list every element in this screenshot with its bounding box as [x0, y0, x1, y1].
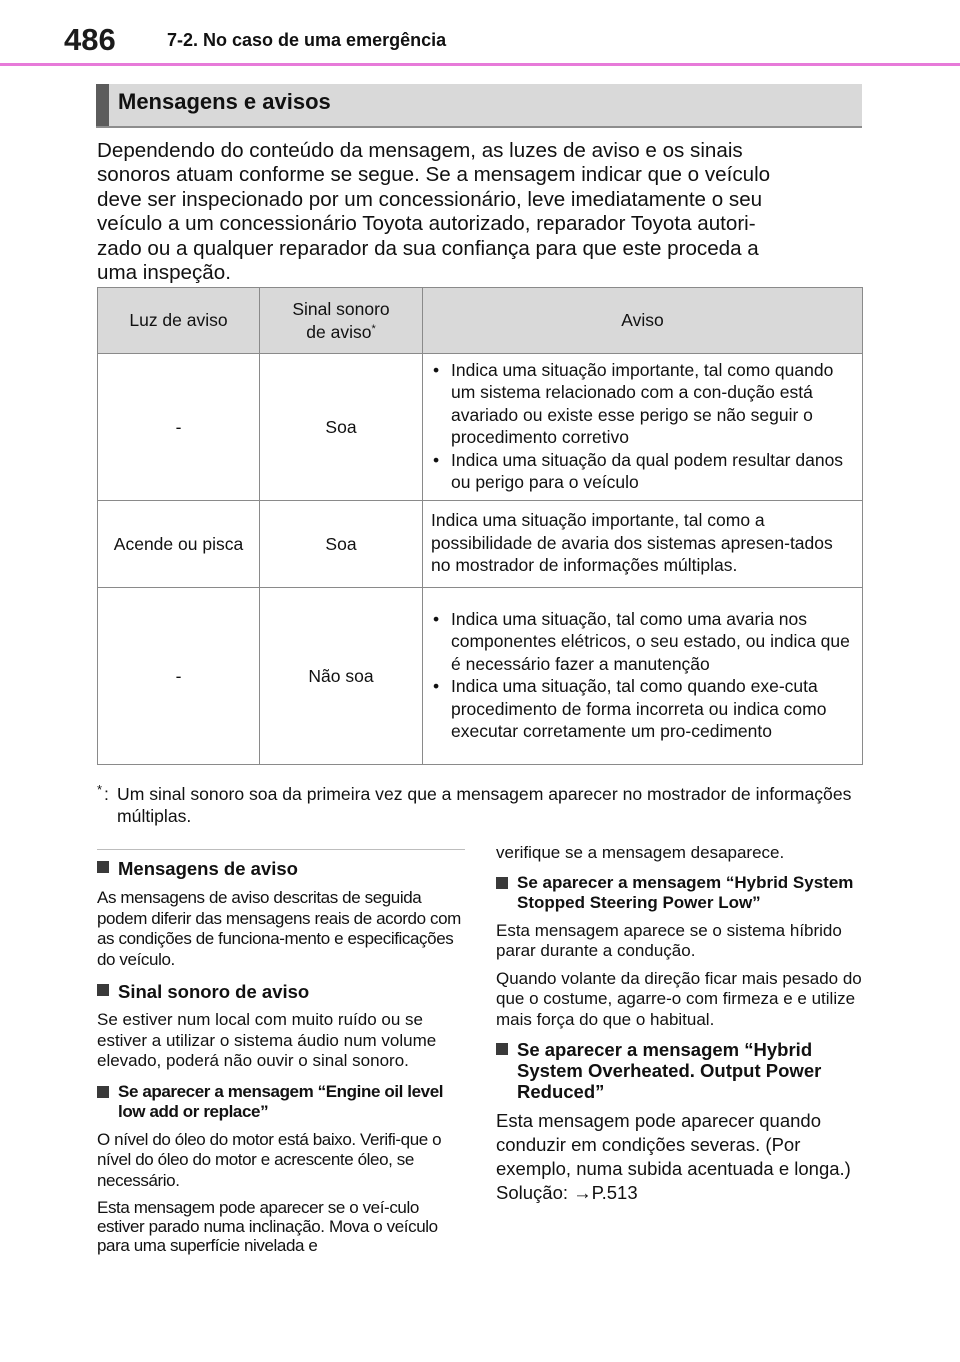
intro-line: sonoros atuam conforme se segue. Se a mensagem indicar que o veículo: [97, 163, 771, 187]
subheading-engine-oil: [97, 1082, 469, 1123]
cell-notice: Indica uma situação importante, tal como a possibilidade de avaria dos sistemas apresen-tados no mostrador de informações múltiplas.: [423, 501, 863, 588]
arrow-icon: →: [573, 1182, 592, 1203]
header-sound-line2: de aviso: [306, 321, 372, 342]
intro-line: veículo a um concessionário Toyota autorizado, reparador Toyota autori-: [97, 212, 756, 236]
chapter-title: 7-2. No caso de uma emergência: [167, 30, 447, 50]
subheading-text: Se aparecer a mensagem “Hybrid System Stopped Steering Power Low”: [517, 872, 854, 912]
paragraph: Esta mensagem pode aparecer quando conduzir em condições severas. (Por exemplo, numa subida acentuada e longa.): [496, 1110, 851, 1179]
header-sound-line1: Sinal sonoro: [292, 299, 390, 319]
cell-warning-light: -: [98, 588, 260, 765]
cell-notice: [423, 588, 863, 765]
paragraph: As mensagens de aviso descritas de seguida podem diferir das mensagens reais de acordo com as condições de funciona-mento e especificações do veículo.: [97, 888, 461, 969]
solution-reference: [496, 1181, 866, 1205]
subheading-text: Mensagens de aviso: [118, 858, 298, 879]
subheading-hybrid-overheated: [496, 1039, 866, 1102]
intro-line: deve ser inspecionado por um concessionário, leve imediatamente o seu: [97, 187, 763, 211]
asterisk-mark: *: [371, 322, 376, 335]
list-item: • Indica uma situação da qual podem resultar danos ou perigo para o veículo: [431, 449, 856, 494]
list-item: • Indica uma situação, tal como quando exe-cuta procedimento de forma incorreta ou indica como executar corretamente um pro-cedimento: [431, 675, 856, 743]
footnote-colon: :: [104, 784, 109, 804]
warning-table: [97, 287, 863, 765]
intro-line: Dependendo do conteúdo da mensagem, as luzes de aviso e os sinais: [97, 139, 743, 162]
section-heading-text: Mensagens e avisos: [118, 89, 331, 114]
page-header: [0, 0, 960, 66]
intro-line: zado ou a qualquer reparador da sua confiança para que este proceda a: [97, 236, 759, 260]
subheading-hybrid-stopped: [496, 873, 866, 914]
square-bullet-icon: [496, 877, 508, 889]
right-column: [496, 843, 866, 1205]
table-row: [98, 354, 863, 501]
cell-warning-light: -: [98, 354, 260, 501]
subheading-text: Sinal sonoro de aviso: [118, 981, 310, 1002]
header-warning-light: Luz de aviso: [98, 288, 260, 354]
cell-warning-sound: Soa: [260, 501, 423, 588]
square-bullet-icon: [496, 1043, 508, 1055]
header-divider: [0, 63, 960, 66]
subheading-text: Se aparecer a mensagem “Engine oil level low add or replace”: [118, 1081, 444, 1121]
page-number: 486: [64, 22, 116, 57]
square-bullet-icon: [97, 984, 109, 996]
intro-line: uma inspeção.: [97, 261, 231, 285]
subheading-warning-sound: [97, 980, 469, 1003]
paragraph: O nível do óleo do motor está baixo. Verifi-que o nível do óleo do motor e acrescente óleo, se necessário.: [97, 1129, 442, 1190]
solution-label: Solução:: [496, 1182, 574, 1203]
subheading-text: Se aparecer a mensagem “Hybrid System Overheated. Output Power Reduced”: [517, 1039, 822, 1102]
paragraph: Esta mensagem aparece se o sistema híbrido parar durante a condução.: [496, 920, 842, 960]
header-warning-sound: [260, 288, 423, 354]
cell-notice: [423, 354, 863, 501]
footnote-mark: *: [97, 782, 103, 797]
cell-warning-sound: Soa: [260, 354, 423, 501]
section-heading: [96, 84, 862, 128]
paragraph: verifique se a mensagem desaparece.: [496, 843, 785, 862]
table-header-row: [98, 288, 863, 354]
paragraph: Quando volante da direção ficar mais pesado do que o costume, agarre-o com firmeza e e utilize mais força do que o habitual.: [496, 968, 862, 1029]
square-bullet-icon: [97, 861, 109, 873]
cell-warning-light: Acende ou pisca: [98, 501, 260, 588]
section-heading-bar: [96, 84, 109, 126]
square-bullet-icon: [97, 1086, 109, 1098]
list-item: • Indica uma situação, tal como uma avaria nos componentes elétricos, o seu estado, ou indica que é necessário fazer a manutenção: [431, 608, 856, 676]
paragraph: Se estiver num local com muito ruído ou se estiver a utilizar o sistema áudio num volume elevado, poderá não ouvir o sinal sonoro.: [97, 1010, 437, 1070]
cell-warning-sound: Não soa: [260, 588, 423, 765]
table-row: [98, 501, 863, 588]
subheading-warning-messages: [97, 857, 469, 880]
intro-paragraph: [97, 139, 867, 285]
footnote-text: Um sinal sonoro soa da primeira vez que a mensagem aparecer no mostrador de informações múltiplas.: [117, 784, 852, 826]
page-reference-link[interactable]: P.513: [591, 1182, 638, 1203]
table-row: [98, 588, 863, 765]
header-notice: Aviso: [423, 288, 863, 354]
left-column: [97, 849, 469, 1255]
list-item: • Indica uma situação importante, tal como quando um sistema relacionado com a con-dução está avariado ou existe esse perigo se não seguir o procedimento corretivo: [431, 359, 856, 449]
paragraph: Esta mensagem pode aparecer se o veí-culo estiver parado numa inclinação. Mova o veículo para uma superfície nivelada e: [97, 1198, 438, 1255]
